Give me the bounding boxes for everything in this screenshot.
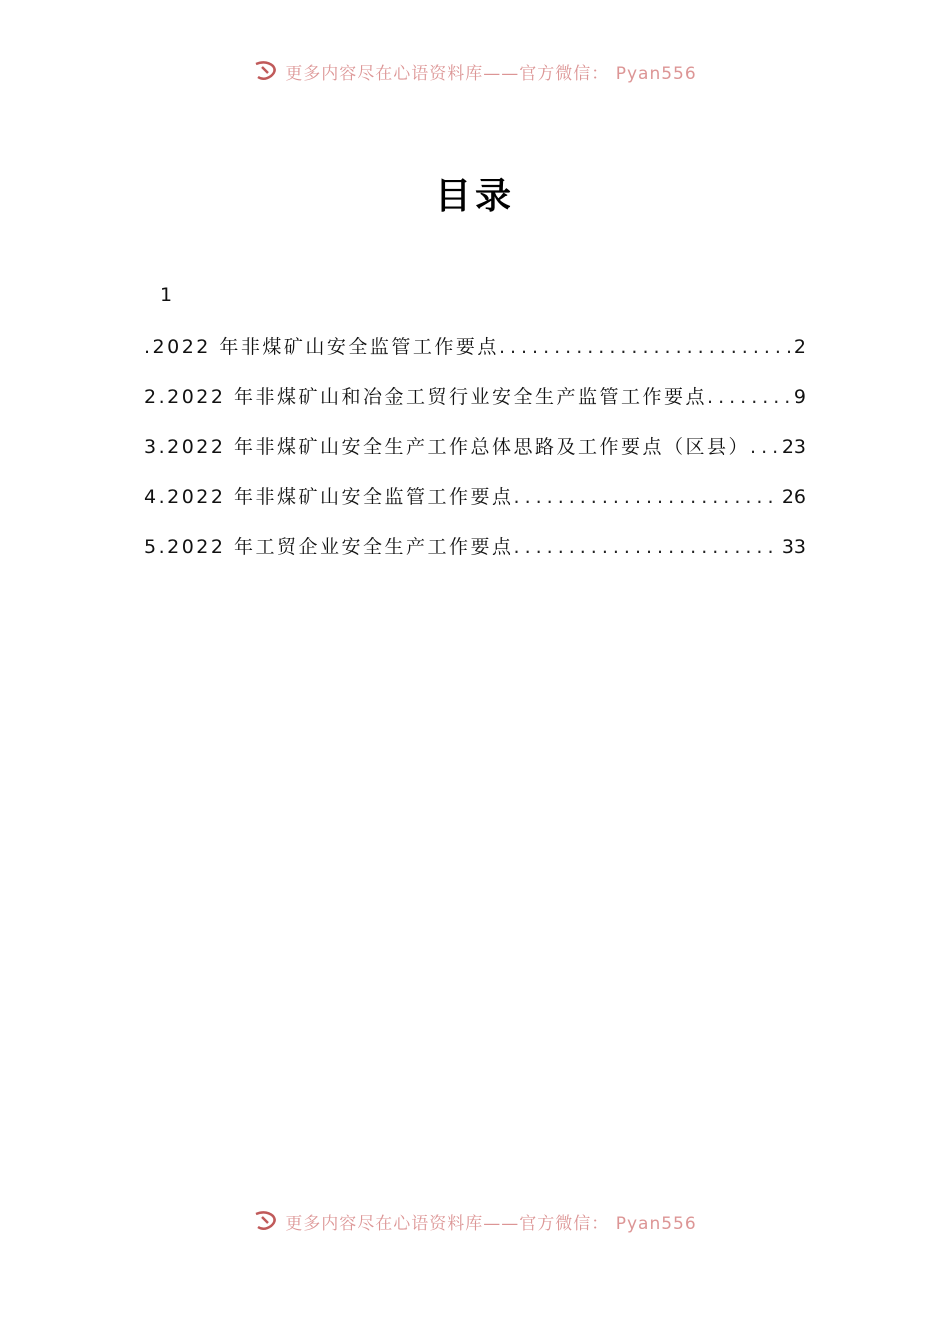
toc-entry-label: 3.2022 年非煤矿山安全生产工作总体思路及工作要点（区县） (144, 436, 751, 458)
watermark-text: 更多内容尽在心语资料库——官方微信： Pyan556 (285, 1213, 697, 1234)
toc-entry-label: 2.2022 年非煤矿山和冶金工贸行业安全生产监管工作要点 (144, 386, 708, 408)
toc-entry-label: 4.2022 年非煤矿山安全监管工作要点 (144, 486, 514, 508)
watermark-header (0, 56, 950, 86)
toc-entry-page: 26 (781, 486, 806, 508)
toc-entry[interactable] (144, 382, 806, 410)
toc-entry[interactable] (144, 532, 806, 560)
toc-entry[interactable] (144, 482, 806, 510)
toc-entry-page: 2 (793, 336, 806, 358)
toc-entry[interactable] (144, 332, 806, 360)
toc-leader-dots (707, 386, 792, 408)
stray-number: 1 (160, 284, 173, 306)
toc-leader-dots (514, 486, 780, 508)
toc-leader-dots (499, 336, 792, 358)
toc-entry-label: 5.2022 年工贸企业安全生产工作要点 (144, 536, 514, 558)
toc-leader-dots (750, 436, 780, 458)
watermark-text: 更多内容尽在心语资料库——官方微信： Pyan556 (285, 63, 697, 84)
brand-logo-icon (253, 60, 279, 82)
page-title: 目录 (434, 175, 515, 217)
toc-entry-page: 33 (781, 536, 806, 558)
toc-leader-dots (514, 536, 780, 558)
toc-entry[interactable] (144, 432, 806, 460)
watermark-footer (0, 1206, 950, 1236)
brand-logo-icon (253, 1210, 279, 1232)
toc-entry-page: 9 (793, 386, 806, 408)
toc-entry-page: 23 (781, 436, 806, 458)
toc-entry-label: .2022 年非煤矿山安全监管工作要点 (144, 336, 499, 358)
